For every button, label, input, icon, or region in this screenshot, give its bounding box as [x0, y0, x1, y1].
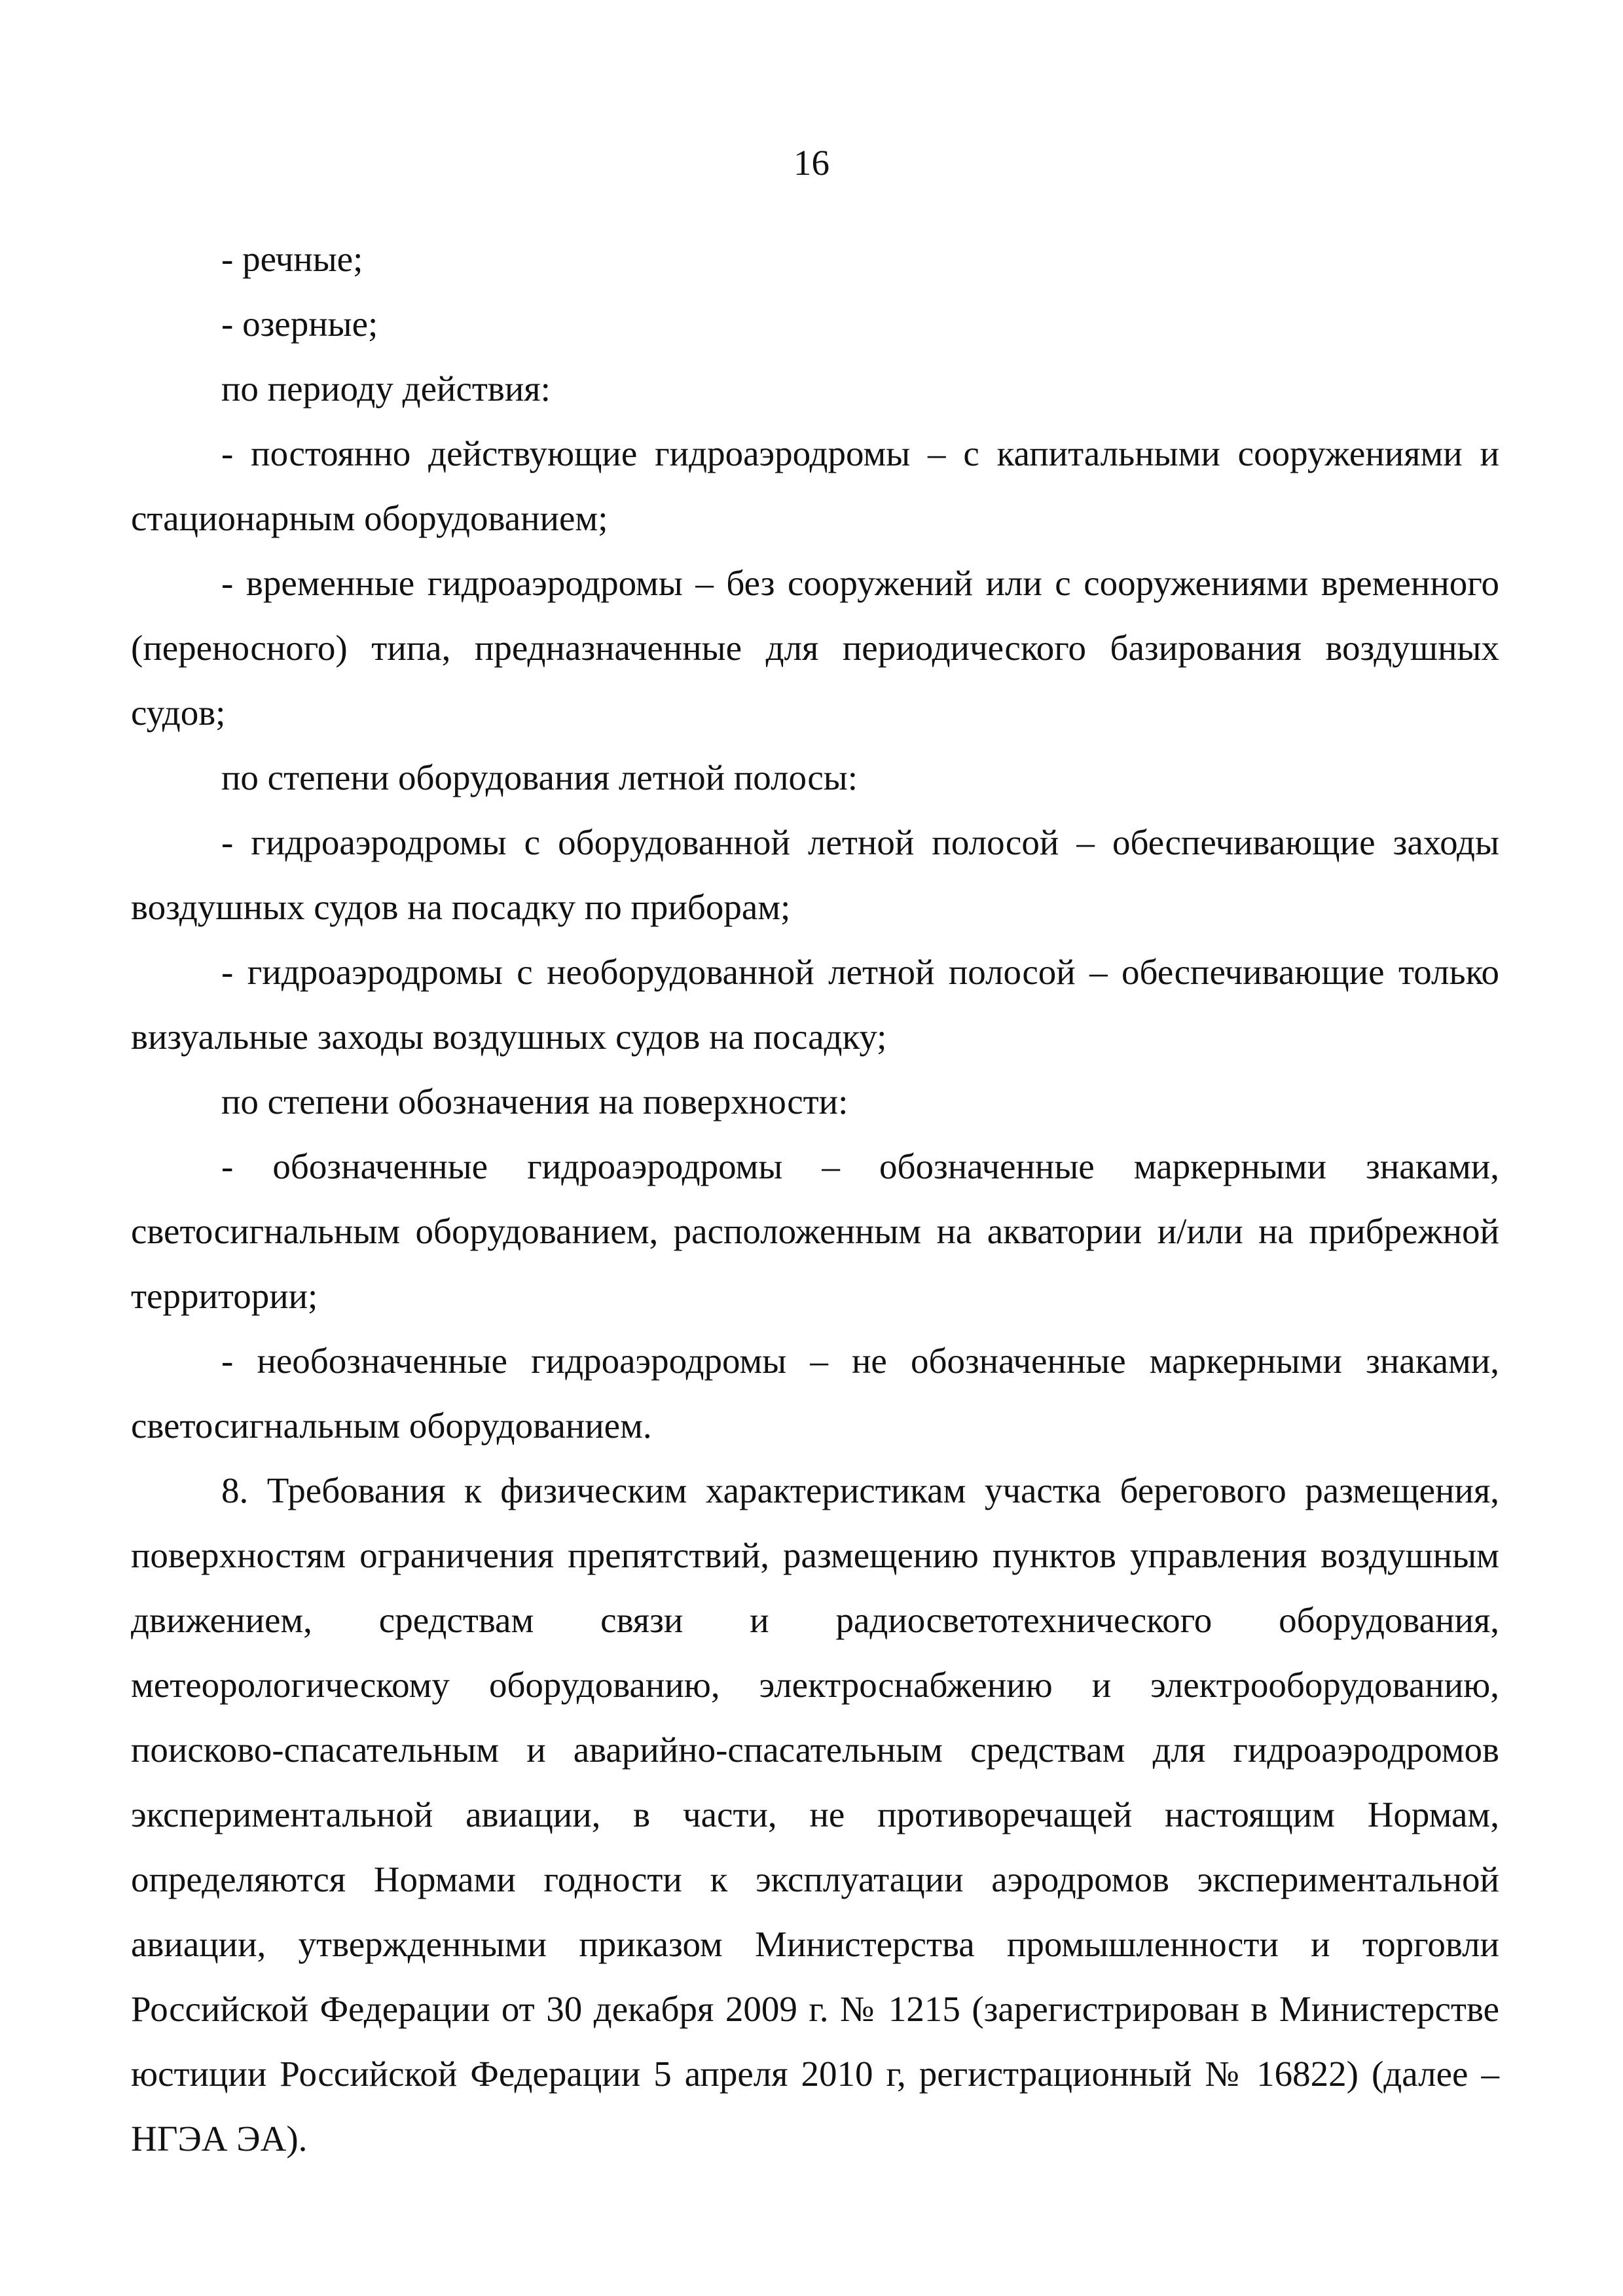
- list-item-unmarked: - необозначенные гидроаэродромы – не обозначенные маркерными знаками, светосигнальным оборудованием.: [131, 1341, 1499, 1446]
- paragraph-8: 8. Требования к физическим характеристикам участка берегового размещения, поверхностям ограничения препятствий, размещению пунктов управления воздушным движением, средствам связи и радиосветотехнического оборудования, метеорологическому оборудованию, электроснабжению и электрооборудованию, поисково-спасательным и аварийно-спасательным средствам для гидроаэродромов экспериментальной авиации, в части, не противоречащей настоящим Нормам, определяются Нормами годности к эксплуатации аэродромов экспериментальной авиации, утвержденными приказом Министерства промышленности и торговли Российской Федерации от 30 декабря 2009 г. № 1215 (зарегистрирован в Министерстве юстиции Российской Федерации 5 апреля 2010 г, регистрационный № 16822) (далее – НГЭА ЭА).: [131, 1470, 1499, 2159]
- document-body: [131, 227, 1499, 2171]
- list-item-equipped-strip: - гидроаэродромы с оборудованной летной полосой – обеспечивающие заходы воздушных судов на посадку по приборам;: [131, 822, 1499, 927]
- list-item-lake: - озерные;: [221, 304, 378, 344]
- list-item-permanent: - постоянно действующие гидроаэродромы – с капитальными сооружениями и стационарным оборудованием;: [131, 433, 1499, 538]
- heading-by-equipment: по степени оборудования летной полосы:: [221, 757, 858, 797]
- list-item-river: - речные;: [221, 239, 363, 279]
- list-item-temporary: - временные гидроаэродромы – без сооружений или с сооружениями временного (переносного) типа, предназначенные для периодического базирования воздушных судов;: [131, 563, 1499, 733]
- heading-by-period: по периоду действия:: [221, 369, 551, 409]
- heading-by-marking: по степени обозначения на поверхности:: [221, 1082, 848, 1121]
- list-item-unequipped-strip: - гидроаэродромы с необорудованной летной полосой – обеспечивающие только визуальные заходы воздушных судов на посадку;: [131, 952, 1499, 1057]
- list-item-marked: - обозначенные гидроаэродромы – обозначенные маркерными знаками, светосигнальным оборудованием, расположенным на акватории и/или на прибрежной территории;: [131, 1146, 1499, 1316]
- page-number: 16: [793, 143, 830, 183]
